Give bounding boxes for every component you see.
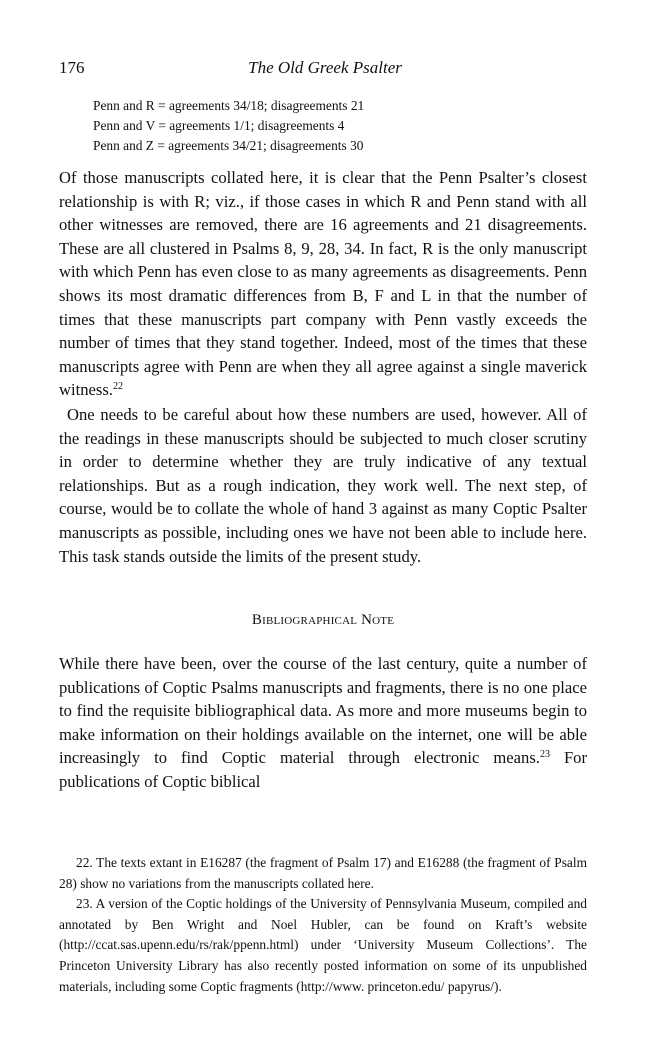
footnote-22: 22. The texts extant in E16287 (the fragment of Psalm 17) and E16288 (the fragment of Psalm 28) show no variations from the manuscripts collated here. [59,855,587,891]
running-head [59,58,591,82]
page-number: 176 [59,58,85,77]
paragraph-bibliographical [59,652,587,794]
footnotes [59,853,587,997]
agreement-line-r: Penn and R = agreements 34/18; disagreements 21 [93,98,365,113]
section-heading-text: Bibliographical Note [251,612,395,628]
running-title: The Old Greek Psalter [248,58,402,77]
agreement-line-z: Penn and Z = agreements 34/21; disagreements 30 [93,138,364,153]
section-heading [59,612,587,629]
paragraph-text: While there have been, over the course of the last century, quite a number of publications of Coptic Psalms manuscripts and fragments, there is no one place to find the requisite bibliographical data. As more and more museums begin to make information on their holdings available on the internet, one will be able increasingly to find Coptic material through electronic means. [59,654,587,768]
footnote-23: 23. A version of the Coptic holdings of the University of Pennsylvania Museum, compiled and annotated by Ben Wright and Noel Hubler, can be found on Kraft’s website (http://ccat.sas.upenn.edu/rs/rak/ppenn.html) under ‘University Museum Collections’. The Princeton University Library has also recently posted information on some of its unpublished materials, including some Coptic fragments (http://www. princeton.edu/ papyrus/). [59,896,587,994]
footnote-ref-22: 22 [112,381,123,393]
paragraph-text: Of those manuscripts collated here, it is clear that the Penn Psalter’s closest relationship is with R; viz., if those cases in which R and Penn stand with all other witnesses are removed, there are 16 agreements and 21 disagreements. These are all clustered in Psalms 8, 9, 28, 34. In fact, R is the only manuscript with which Penn has even close to as many agreements as disagreements. Penn shows its most dramatic differences from B, F and L in that the number of times that these manuscripts part company with Penn vastly exceeds the number of times that they stand together. Indeed, most of the times that these manuscripts agree with Penn are when they all agree against a single maverick witness. [59,168,587,400]
footnote-ref-23: 23 [539,749,550,761]
paragraph-text-continued: For publications of Coptic biblical [59,748,588,791]
agreement-list [93,96,593,156]
paragraph-caution: One needs to be careful about how these numbers are used, however. All of the readings in these manuscripts should be subjected to much closer scrutiny in order to determine whether they are truly indicative of any textual relationships. But as a rough indication, they work well. The next step, of course, would be to collate the whole of hand 3 against as many Coptic Psalter manuscripts as possible, including ones we have not been able to include here. This task stands outside the limits of the present study. [59,405,587,566]
agreement-line-v: Penn and V = agreements 1/1; disagreements 4 [93,118,345,133]
paragraph-relationships [59,166,587,402]
